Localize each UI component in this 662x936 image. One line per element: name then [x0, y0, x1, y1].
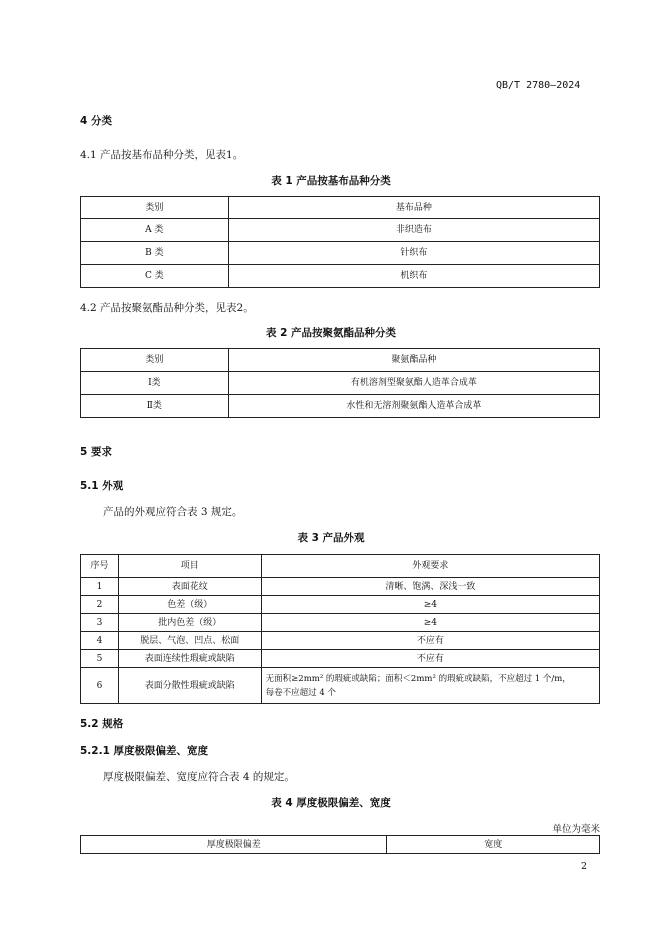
- table-cell: 清晰、饱满、深浅一致: [261, 578, 599, 596]
- table-3-caption: 表 3 产品外观: [297, 532, 365, 544]
- table-cell: 5: [81, 650, 119, 668]
- table-header-cell: 厚度极限偏差: [81, 836, 387, 854]
- table-1-caption: 表 1 产品按基布品种分类: [271, 175, 391, 187]
- table-cell: 表面连续性瑕疵或缺陷: [118, 650, 261, 668]
- table-cell: 1: [81, 578, 119, 596]
- table-cell: 水性和无溶剂聚氨酯人造革合成革: [228, 395, 599, 418]
- table-cell: 不应有: [261, 650, 599, 668]
- table-cell: 3: [81, 614, 119, 632]
- table-2: [80, 348, 600, 418]
- table-cell: A 类: [81, 219, 229, 242]
- table-header-row: [81, 555, 600, 578]
- clause-5-2-heading: 5.2 规格: [80, 718, 124, 730]
- table-cell: B 类: [81, 242, 229, 265]
- table-cell: 不应有: [261, 632, 599, 650]
- table-row: [81, 242, 600, 265]
- table-cell: 非织造布: [228, 219, 599, 242]
- table-cell: 机织布: [228, 265, 599, 288]
- table-row: [81, 650, 600, 668]
- table-row: [81, 614, 600, 632]
- table-cell: 2: [81, 596, 119, 614]
- table-header-cell: 序号: [81, 555, 119, 578]
- table-header-cell: 聚氨酯品种: [228, 349, 599, 372]
- table-1: [80, 196, 600, 288]
- table-cell: C 类: [81, 265, 229, 288]
- cell-line: 每卷不应超过 4 个: [265, 687, 336, 698]
- table-header-cell: 项目: [118, 555, 261, 578]
- table-cell: 4: [81, 632, 119, 650]
- clause-5-1-text: 产品的外观应符合表 3 规定。: [103, 506, 243, 518]
- table-header-cell: 宽度: [387, 836, 600, 854]
- section-4-heading: 4 分类: [80, 115, 112, 127]
- table-cell: Ⅱ类: [81, 395, 229, 418]
- clause-5-2-1-text: 厚度极限偏差、宽度应符合表 4 的规定。: [103, 771, 295, 783]
- table-row: [81, 219, 600, 242]
- table-row: [81, 395, 600, 418]
- cell-line: 无面积≥2mm² 的瑕疵或缺陷；面积＜2mm² 的瑕疵或缺陷，不应超过 1 个/m，: [265, 673, 571, 684]
- table-row: [81, 596, 600, 614]
- clause-5-1-heading: 5.1 外观: [80, 480, 124, 492]
- table-header-cell: 外观要求: [261, 555, 599, 578]
- table-cell: ≥4: [261, 614, 599, 632]
- table-row: [81, 372, 600, 395]
- page-number: 2: [581, 861, 588, 872]
- table-header-cell: 类别: [81, 197, 229, 219]
- table-header-cell: 类别: [81, 349, 229, 372]
- table-cell: 批内色差（级）: [118, 614, 261, 632]
- table-cell-multiline: [261, 668, 599, 704]
- table-row: [81, 578, 600, 596]
- clause-5-2-1-heading: 5.2.1 厚度极限偏差、宽度: [80, 745, 209, 757]
- table-row: [81, 668, 600, 704]
- table-cell: 脱层、气泡、凹点、松面: [118, 632, 261, 650]
- table-cell: Ⅰ类: [81, 372, 229, 395]
- table-header-row: [81, 836, 600, 854]
- clause-4-2: 4.2 产品按聚氨酯品种分类，见表2。: [80, 302, 254, 314]
- table-cell: 针织布: [228, 242, 599, 265]
- table-2-caption: 表 2 产品按聚氨酯品种分类: [265, 327, 397, 339]
- table-row: [81, 632, 600, 650]
- table-cell: 有机溶剂型聚氨酯人造革合成革: [228, 372, 599, 395]
- standard-number: QB/T 2780—2024: [496, 80, 581, 91]
- table-cell: ≥4: [261, 596, 599, 614]
- table-4-unit: 单位为毫米: [552, 824, 600, 835]
- table-cell: 6: [81, 668, 119, 704]
- table-cell: 表面分散性瑕疵或缺陷: [118, 668, 261, 704]
- table-header-row: [81, 349, 600, 372]
- table-3: [80, 554, 600, 704]
- table-cell: 色差（级）: [118, 596, 261, 614]
- table-cell: 表面花纹: [118, 578, 261, 596]
- table-row: [81, 265, 600, 288]
- table-4: [80, 835, 600, 854]
- table-header-cell: 基布品种: [228, 197, 599, 219]
- table-4-caption: 表 4 厚度极限偏差、宽度: [271, 797, 391, 809]
- section-5-heading: 5 要求: [80, 446, 112, 458]
- clause-4-1: 4.1 产品按基布品种分类，见表1。: [80, 149, 244, 161]
- table-header-row: [81, 197, 600, 219]
